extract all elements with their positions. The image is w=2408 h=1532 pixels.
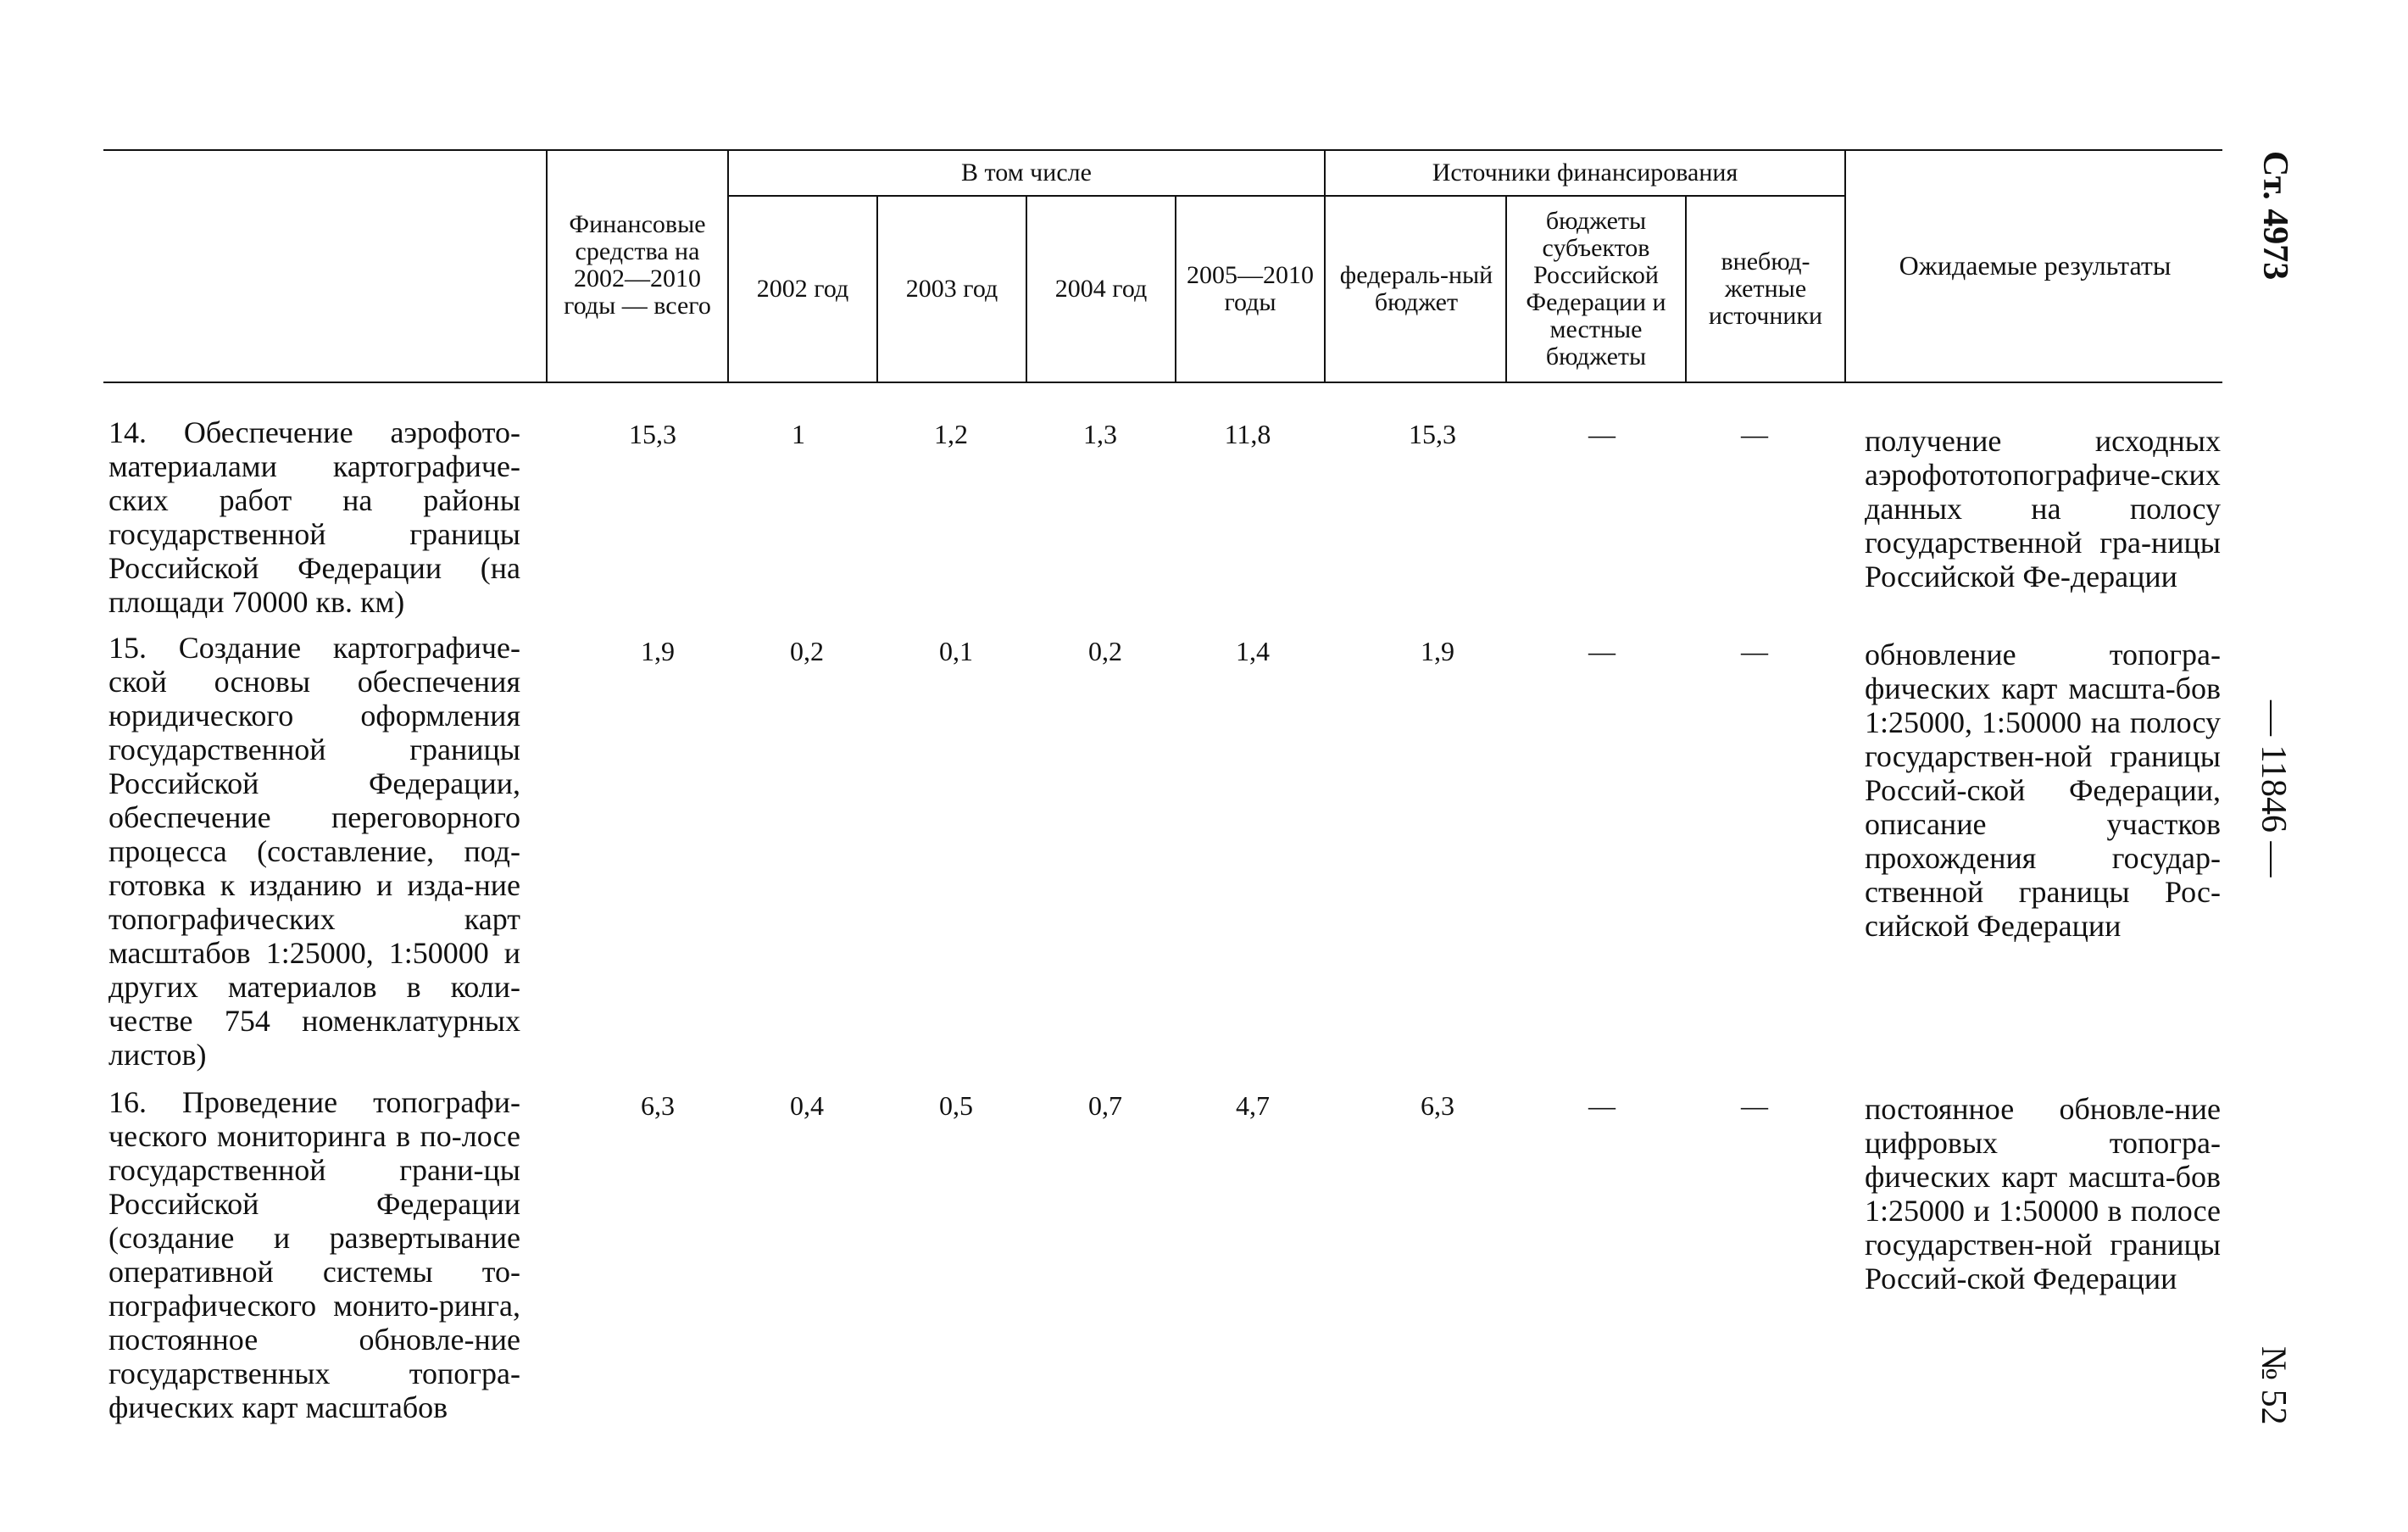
header-group-sources: Источники финансирования xyxy=(1432,159,1738,187)
row-15-2002: 0,2 xyxy=(790,636,824,666)
table-header-bottom-rule xyxy=(103,382,2222,383)
row-15-offbudget: — xyxy=(1741,636,1768,666)
row-14-federal: 15,3 xyxy=(1409,419,1456,449)
row-14-regional: — xyxy=(1588,419,1616,449)
header-regional-budgets: бюджеты субъектов Российской Федерации и местные бюджеты xyxy=(1526,207,1666,370)
row-16-federal: 6,3 xyxy=(1421,1090,1454,1121)
row-15-total: 1,9 xyxy=(641,636,675,666)
header-divider xyxy=(546,149,548,383)
header-results: Ожидаемые результаты xyxy=(1899,250,2172,281)
page-stamp: Ст. 4973 xyxy=(2255,151,2294,281)
row-14-2002: 1 xyxy=(792,419,805,449)
row-15-2003: 0,1 xyxy=(939,636,973,666)
header-total: Финансовые средства на 2002—2010 годы — всего xyxy=(564,210,711,320)
row-16-offbudget: — xyxy=(1741,1090,1768,1121)
header-off-budget: внебюд-жетные источники xyxy=(1708,248,1823,330)
row-14-2005-2010: 11,8 xyxy=(1224,419,1271,449)
row-16-2004: 0,7 xyxy=(1088,1090,1122,1121)
row-14-2004: 1,3 xyxy=(1083,419,1117,449)
row-15-regional: — xyxy=(1588,636,1616,666)
header-federal-budget: федераль-ный бюджет xyxy=(1339,261,1493,316)
header-group-by-year: В том числе xyxy=(961,159,1092,187)
row-16-2002: 0,4 xyxy=(790,1090,824,1121)
page-number: — 11846 — xyxy=(2254,700,2293,877)
row-16-total: 6,3 xyxy=(641,1090,675,1121)
row-15-2005-2010: 1,4 xyxy=(1236,636,1270,666)
row-14-description: 14. Обеспечение аэрофото-материалами картографиче-ских работ на районы государственной границы Российской Федерации (на площади 70000 кв. км) xyxy=(108,415,520,619)
row-15-result: обновление топогра-фических карт масшта-бов 1:25000, 1:50000 на полосу государствен-ной границы Россий-ской Федерации, описание участков прохождения государ-ственной границы Рос-сийской Федерации xyxy=(1865,638,2221,943)
row-16-2003: 0,5 xyxy=(939,1090,973,1121)
row-14-result: получение исходных аэрофототопографиче-ских данных на полосу государственной гра-ницы Российской Фе-дерации xyxy=(1865,424,2221,593)
row-16-2005-2010: 4,7 xyxy=(1236,1090,1270,1121)
header-year-2003: 2003 год xyxy=(905,275,998,303)
row-14-total: 15,3 xyxy=(629,419,676,449)
row-15-description: 15. Создание картографиче-ской основы обеспечения юридического оформления государственной границы Российской Федерации, обеспечение переговорного процесса (составление, под-готовка к изданию и изда-ние топографических карт масштабов 1:25000, 1:50000 и других материалов в коли-честве 754 номенклатурных листов) xyxy=(108,631,520,1072)
header-years-2005-2010: 2005—2010 годы xyxy=(1187,261,1314,316)
row-15-federal: 1,9 xyxy=(1421,636,1454,666)
header-year-2004: 2004 год xyxy=(1054,275,1148,303)
row-16-result: постоянное обновле-ние цифровых топогра-фических карт масшта-бов 1:25000 и 1:50000 в полосе государствен-ной границы Россий-ской Федерации xyxy=(1865,1092,2221,1295)
row-15-2004: 0,2 xyxy=(1088,636,1122,666)
row-16-regional: — xyxy=(1588,1090,1616,1121)
row-14-2003: 1,2 xyxy=(934,419,968,449)
row-16-description: 16. Проведение топографи-ческого мониторинга в по-лосе государственной грани-цы Российской Федерации (создание и развертывание оперативной системы то-пографического монито-ринга, постоянное обновле-ние государственных топогра-фических карт масштабов xyxy=(108,1085,520,1424)
issue-number: № 52 xyxy=(2254,1346,2293,1425)
header-year-2002: 2002 год xyxy=(756,275,849,303)
row-14-offbudget: — xyxy=(1741,419,1768,449)
